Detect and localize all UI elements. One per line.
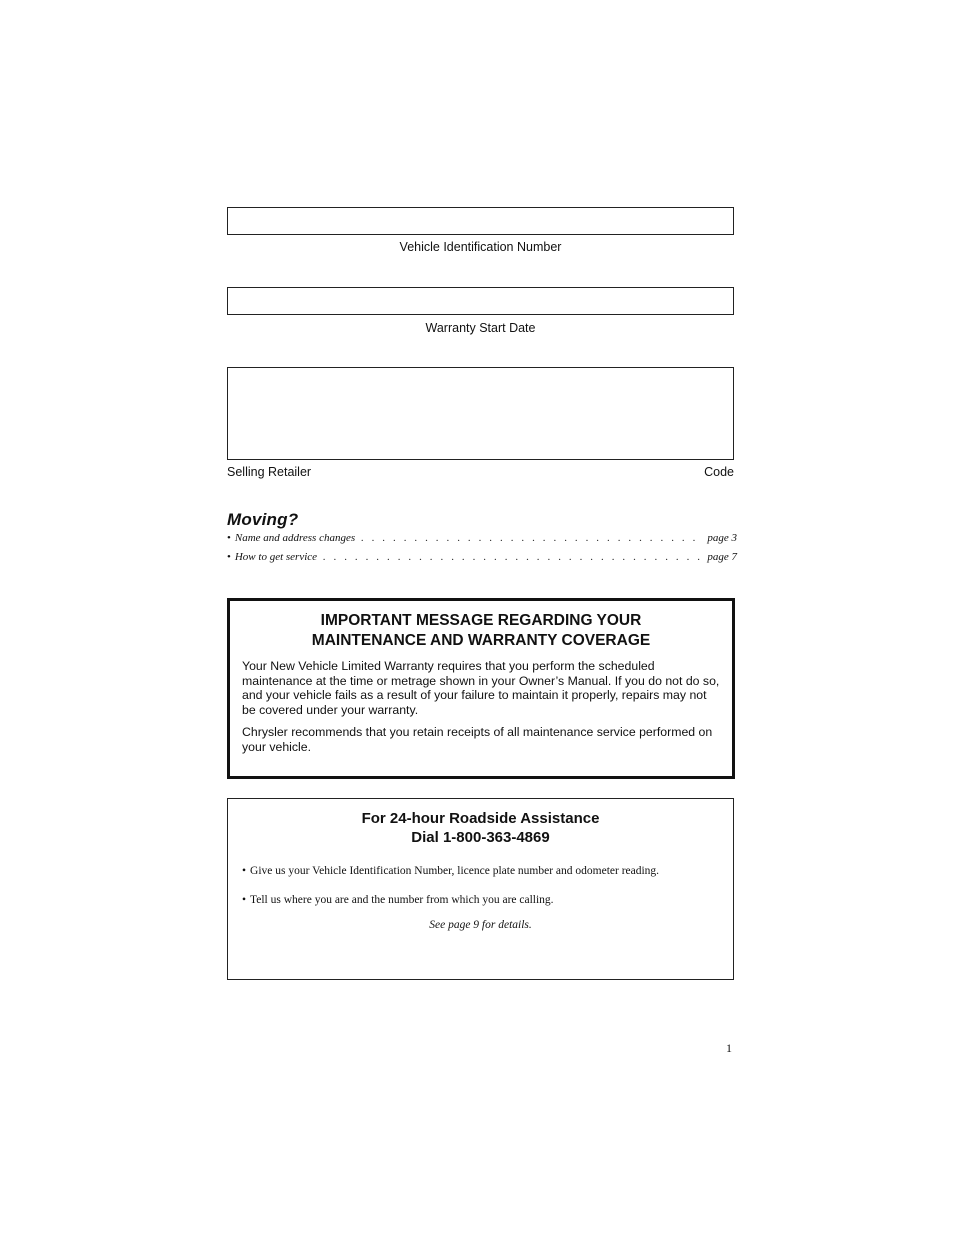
important-title-line: MAINTENANCE AND WARRANTY COVERAGE — [311, 632, 651, 649]
bullet-icon: • — [242, 865, 247, 877]
code-label: Code — [704, 465, 734, 479]
roadside-item-text: Tell us where you are and the number from which you are calling. — [250, 894, 554, 906]
selling-retailer-field-box — [227, 367, 734, 460]
vin-field-box — [227, 207, 734, 235]
important-message-title — [242, 611, 720, 651]
bullet-icon: • — [227, 532, 231, 544]
warranty-start-date-field-box — [227, 287, 734, 315]
vin-label: Vehicle Identification Number — [399, 240, 562, 254]
roadside-title-line: For 24-hour Roadside Assistance — [361, 810, 600, 827]
roadside-note: See page 9 for details. — [429, 919, 532, 931]
bullet-icon: • — [227, 551, 231, 563]
moving-heading: Moving? — [227, 510, 299, 529]
bullet-icon: • — [242, 894, 247, 906]
roadside-list-item — [242, 865, 723, 877]
roadside-assistance-box — [227, 798, 734, 980]
roadside-phone-line: Dial 1-800-363-4869 — [411, 829, 550, 846]
roadside-item-text: Give us your Vehicle Identification Number, licence plate number and odometer reading. — [250, 865, 660, 877]
roadside-list-item — [242, 894, 723, 906]
important-paragraph: Chrysler recommends that you retain receipts of all maintenance service performed on your vehicle. — [242, 725, 713, 754]
toc-item-page: page 7 — [707, 551, 737, 563]
toc-item-label: Name and address changes — [234, 532, 356, 544]
toc-item-page: page 3 — [707, 532, 737, 544]
toc-leader-dots — [361, 532, 701, 544]
important-message-box — [227, 598, 735, 779]
important-title-line: IMPORTANT MESSAGE REGARDING YOUR — [320, 612, 642, 629]
roadside-title — [238, 809, 723, 847]
page-number: 1 — [726, 1041, 732, 1055]
important-paragraph: Your New Vehicle Limited Warranty requires that you perform the scheduled maintenance at the time or metrage shown in your Owner’s Manual. If you do not do so, and your vehicle fails as a result of your failure to maintain it properly, repairs may not be covered under your warranty. — [242, 659, 720, 717]
toc-item — [227, 551, 737, 563]
warranty-start-date-label: Warranty Start Date — [425, 321, 536, 335]
toc-item-label: How to get service — [234, 551, 318, 563]
toc-leader-dots — [323, 551, 701, 563]
toc-item — [227, 532, 737, 544]
selling-retailer-label: Selling Retailer — [227, 465, 312, 479]
